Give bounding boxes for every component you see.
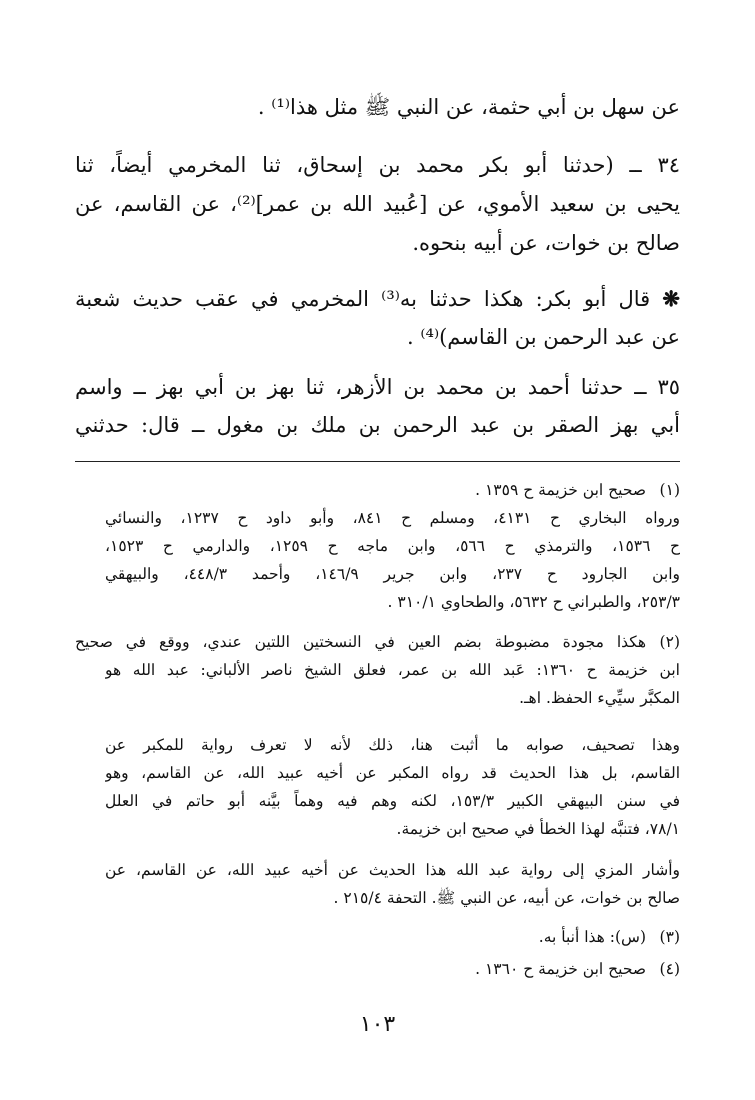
footnote-number: (٤) — [659, 960, 680, 978]
footnote-line: ابن خزيمة ح ١٣٦٠: عَبد الله بن عمر، فعلق الشيخ ناصر الألباني: عبد الله هو — [105, 661, 680, 679]
footnote-number: (١) — [659, 481, 680, 499]
footnote-line: وأشار المزي إلى رواية عبد الله هذا الحديث عن أخيه عبيد الله، عن القاسم، عن — [105, 861, 680, 879]
footnote-line: في سنن البيهقي الكبير ١٥٣/٣، لكنه وهم فيه وهماً بيَّنه أبو حاتم في العلل — [105, 792, 680, 810]
footnote-line: وهذا تصحيف، صوابه ما أثبت هنا، ذلك لأنه لا تعرف رواية للمكبر عن — [105, 736, 680, 754]
footnote-line: ٢٥٣/٣، والطبراني ح ٥٦٣٢، والطحاوي ٣١٠/١ . — [387, 593, 680, 611]
footnote-divider — [75, 461, 680, 462]
footnote-line: القاسم، بل هذا الحديث قد رواه المكبر عن أخيه عبيد الله، عن القاسم، وهو — [105, 764, 680, 782]
footnote-line: ح ١٥٣٦، والترمذي ح ٥٦٦، وابن ماجه ح ١٢٥٩، والدارمي ح ١٥٢٣، — [105, 537, 680, 555]
text-line: صالح بن خوات، عن أبيه بنحوه. — [412, 231, 680, 255]
footnote-3 — [75, 925, 680, 949]
page-number: ١٠٣ — [359, 1012, 396, 1037]
footnote-text: صحيح ابن خزيمة ح ١٣٦٠ . — [475, 960, 646, 978]
footnote-text: صحيح ابن خزيمة ح ١٣٥٩ . — [475, 481, 646, 499]
footnote-line: ٧٨/١، فتنبَّه لهذا الخطأ في صحيح ابن خزيمة. — [396, 820, 680, 838]
text-line — [75, 284, 680, 314]
footnote-number: (٢) — [659, 633, 680, 651]
asterisk-marker: ❋ — [662, 286, 680, 311]
text-span: قال أبو بكر: هكذا حدثنا به⁽³⁾ المخرمي في عقب حديث شعبة — [75, 287, 651, 311]
footnote-number: (٣) — [659, 928, 680, 946]
footnote-text: (س): هذا أنبأ به. — [538, 928, 646, 946]
text-line: عن عبد الرحمن بن القاسم)⁽⁴⁾ . — [407, 325, 680, 349]
footnote-line: ورواه البخاري ح ٤١٣١، ومسلم ح ٨٤١، وأبو داود ح ١٢٣٧، والنسائي — [105, 509, 680, 527]
hadith-34-line: ٣٤ ــ (حدثنا أبو بكر محمد بن إسحاق، ثنا المخرمي أيضاً، ثنا — [75, 153, 680, 177]
footnote-line: وابن الجارود ح ٢٣٧، وابن جرير ١٤٦/٩، وأحمد ٤٤٨/٣، والبيهقي — [105, 565, 680, 583]
text-line: يحيى بن سعيد الأموي، عن [عُبيد الله بن عمر]⁽²⁾، عن القاسم، عن — [75, 192, 680, 216]
footnote-2 — [75, 630, 680, 654]
hadith-35-line: ٣٥ ــ حدثنا أحمد بن محمد بن الأزهر، ثنا بهز بن أبي بهز ــ واسم — [75, 375, 680, 399]
text-line: أبي بهز الصقر بن عبد الرحمن بن ملك بن مغول ــ قال: حدثني — [75, 413, 680, 437]
footnote-4 — [75, 957, 680, 981]
text-line: عن سهل بن أبي حثمة، عن النبي ﷺ مثل هذا⁽¹⁾ . — [257, 95, 680, 119]
footnote-1 — [75, 478, 680, 502]
footnote-line: صالح بن خوات، عن أبيه، عن النبي ﷺ. التحفة ٢١٥/٤ . — [333, 889, 680, 907]
footnote-text: هكذا مجودة مضبوطة بضم العين في النسختين اللتين عندي، ووقع في صحيح — [75, 633, 646, 651]
footnote-line: المكبَّر سيِّيء الحفظ. اهـ. — [519, 689, 680, 707]
